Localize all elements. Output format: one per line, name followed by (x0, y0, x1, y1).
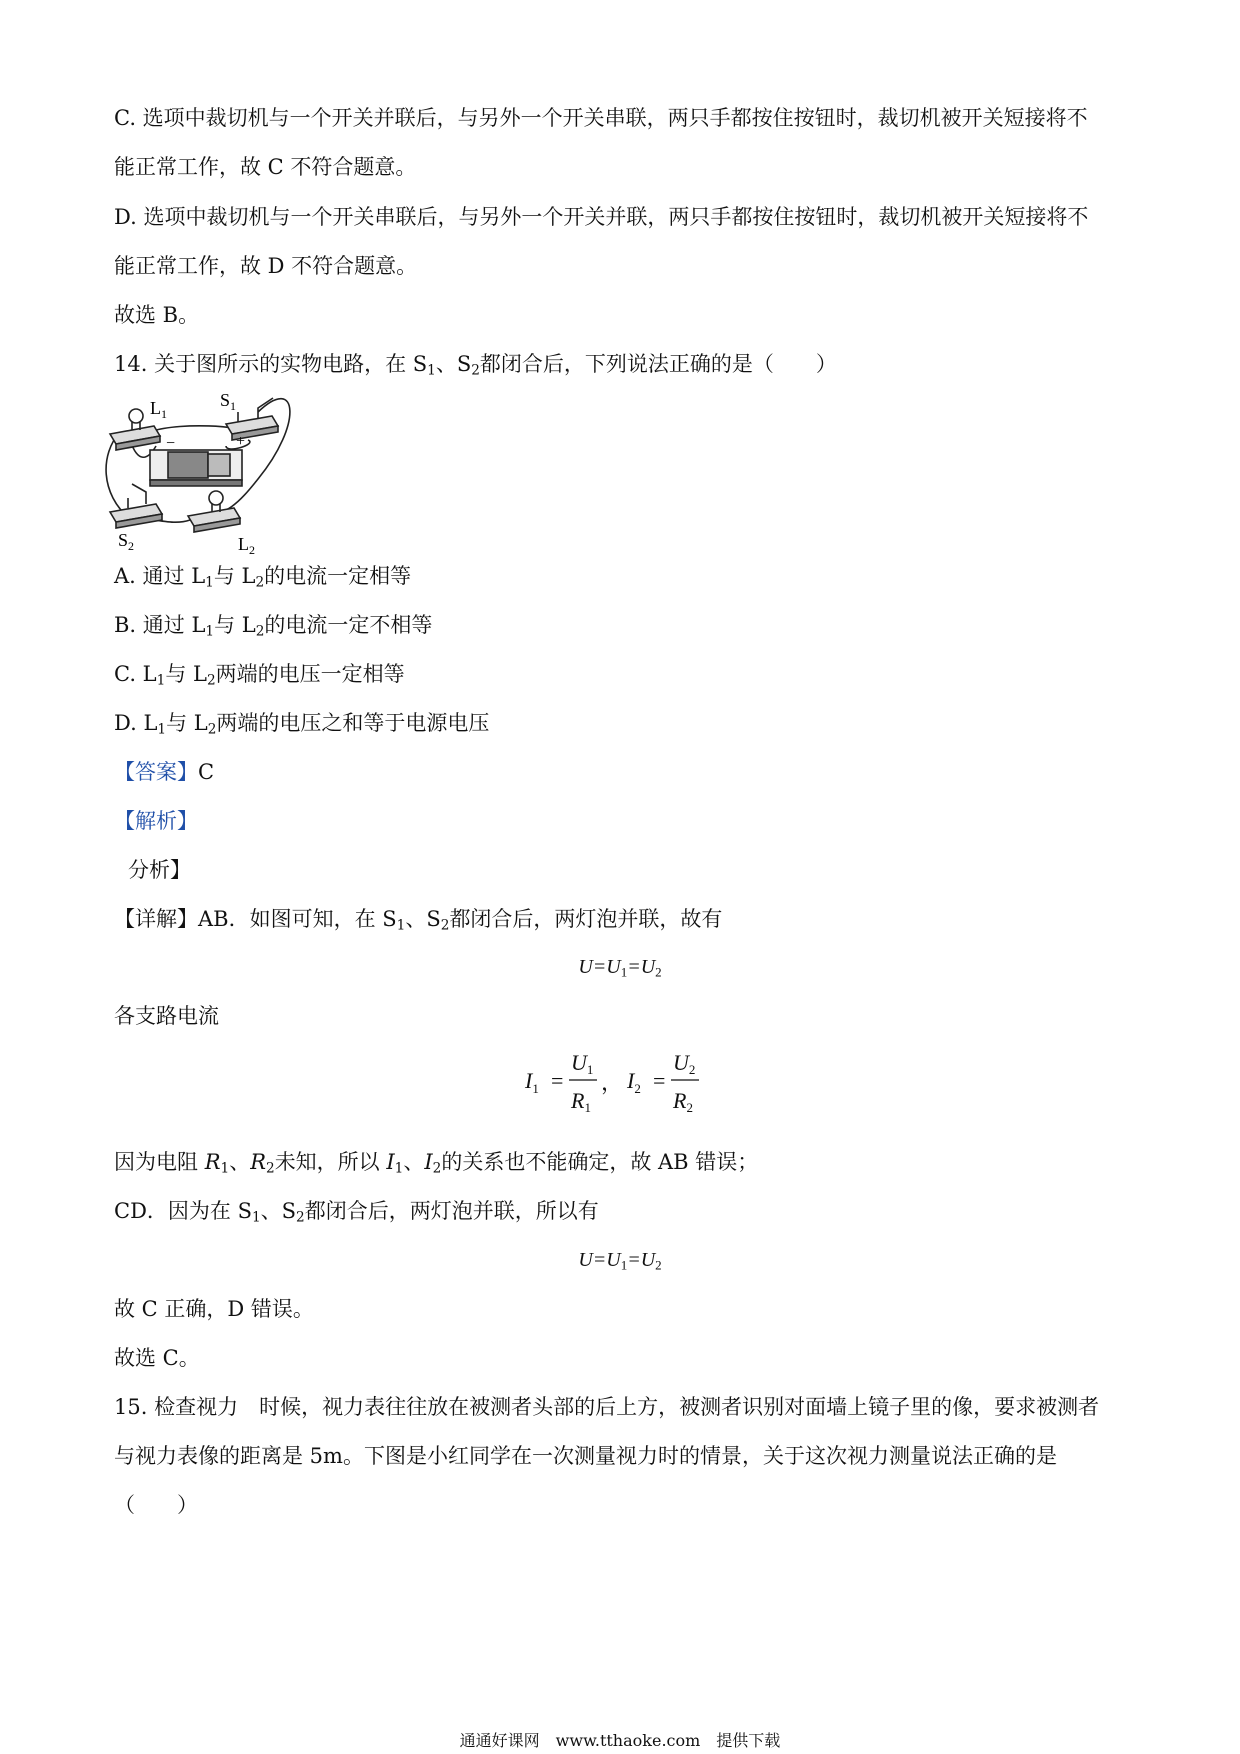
svg-text:R1: R1 (571, 1088, 591, 1115)
svg-text:S2: $S_2$ (118, 530, 135, 553)
option-d-explanation-line1: D. 选项中裁切机与一个开关串联后，与另外一个开关并联，两只手都按住按钮时，裁切机被开关短接将不 (114, 205, 1089, 229)
analysis-sub: 分析】 (128, 858, 191, 882)
question-14-stem: 14. 关于图所示的实物电路，在 $S_1$、$S_2$都闭合后，下列说法正确的是（ ） (114, 352, 837, 379)
circuit-diagram (108, 384, 318, 557)
equation-u-2: $U=U_1=U_2$ (578, 1249, 662, 1273)
option-c-explanation-line2: 能正常工作，故 C 不符合题意。 (114, 155, 417, 179)
option-c-explanation-line1: C. 选项中裁切机与一个开关并联后，与另外一个开关串联，两只手都按住按钮时，裁切机被开关短接将不 (114, 106, 1088, 130)
svg-text:U2: U2 (673, 1050, 696, 1077)
option-c: C. $L_1$与 $L_2$两端的电压一定相等 (114, 662, 405, 689)
svg-text:L2: $L_2$ (238, 534, 255, 557)
equation-u-1: $U=U_1=U_2$ (578, 956, 662, 980)
answer: 【答案】C (114, 760, 215, 784)
option-a: A. 通过 $L_1$与 $L_2$的电流一定相等 (114, 564, 412, 591)
detail-ab: 【详解】AB．如图可知，在 $S_1$、$S_2$都闭合后，两灯泡并联，故有 (114, 907, 723, 934)
svg-text:I1: $I_1$ (525, 1068, 539, 1096)
svg-text:S1: $S_1$ (220, 390, 237, 413)
current-equations (525, 1046, 715, 1116)
detail-cd: CD．因为在 $S_1$、$S_2$都闭合后，两灯泡并联，所以有 (114, 1199, 599, 1226)
question-15-line1: 15. 检查视力 时候，视力表往往放在被测者头部的后上方，被测者识别对面墙上镜子里的像，要求被测者 (114, 1395, 1100, 1419)
c-correct: 故 C 正确，D 错误。 (114, 1297, 314, 1321)
option-d-explanation-line2: 能正常工作，故 D 不符合题意。 (114, 254, 418, 278)
svg-text:R2: R2 (673, 1088, 693, 1115)
svg-text:I2: $I_2$ (627, 1068, 641, 1096)
label-l1: L (150, 398, 161, 418)
question-15-line2: 与视力表像的距离是 5m。下图是小红同学在一次测量视力时的情景，关于这次视力测量说法正确的是 (114, 1444, 1057, 1468)
option-b: B. 通过 $L_1$与 $L_2$的电流一定不相等 (114, 613, 433, 640)
label-minus: − (166, 435, 176, 452)
svg-text:U1: U1 (571, 1050, 594, 1077)
svg-text:，: ， (601, 1070, 624, 1095)
svg-text:=: = (551, 1068, 564, 1093)
analysis-tag: 【解析】 (114, 809, 198, 833)
svg-text:=: = (653, 1068, 666, 1093)
footer-watermark: 通通好课网 www.tthaoke.com 提供下载 (459, 1731, 781, 1750)
svg-text:L1: $L_1$ (150, 398, 167, 421)
label-l2: L (238, 534, 249, 554)
label-plus: + (236, 433, 246, 450)
label-s1: S (220, 390, 231, 410)
question-15-line3: （ ） (114, 1493, 198, 1517)
choose-c: 故选 C。 (114, 1346, 200, 1370)
option-d: D. $L_1$与 $L_2$两端的电压之和等于电源电压 (114, 711, 490, 738)
because-resistance: 因为电阻 $R_1$、$R_2$未知，所以 $I_1$、$I_2$的关系也不能确定，故 AB 错误； (114, 1150, 759, 1177)
choose-b: 故选 B。 (114, 303, 200, 327)
branch-current: 各支路电流 (114, 1004, 219, 1028)
label-s2: S (118, 530, 129, 550)
